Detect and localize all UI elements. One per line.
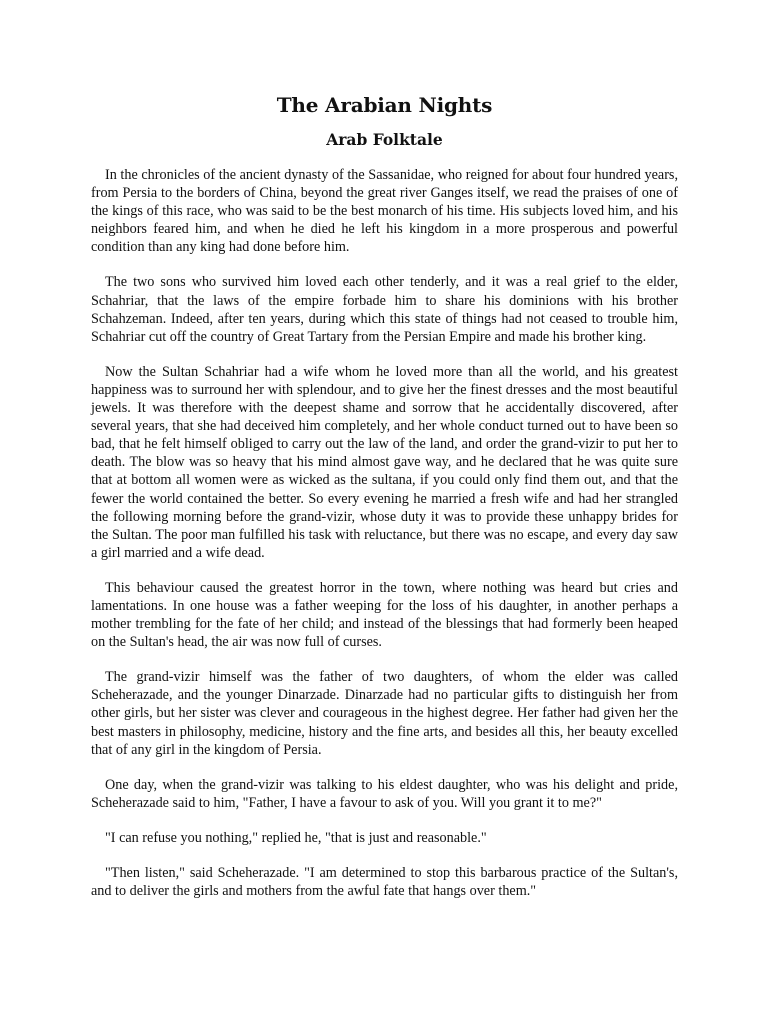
paragraph: Now the Sultan Schahriar had a wife whom he loved more than all the world, and his greatest happiness was to surround her with splendour, and to give her the finest dresses and the most beautiful jewels. It was therefore with the deepest shame and sorrow that he accidentally discovered, after several years, that she had deceived him completely, and her whole conduct turned out to have been so bad, that he felt himself obliged to carry out the law of the land, and order the grand-vizir to put her to death. The blow was so heavy that his mind almost gave way, and he declared that he was quite sure that at bottom all women were as wicked as the sultana, if you could only find them out, and that the fewer the world contained the better. So every evening he married a fresh wife and had her strangled the following morning before the grand-vizir, whose duty it was to provide these unhappy brides for the Sultan. The poor man fulfilled his task with reluctance, but there was no escape, and every day saw a girl married and a wife dead.: [91, 363, 678, 561]
paragraph: "Then listen," said Scheherazade. "I am determined to stop this barbarous practice of the Sultan's, and to deliver the girls and mothers from the awful fate that hangs over them.": [91, 865, 678, 900]
document-page: [91, 92, 678, 917]
document-title: The Arabian Nights: [276, 93, 493, 117]
document-subtitle: Arab Folktale: [326, 130, 443, 149]
document-body: [91, 166, 678, 900]
paragraph: The grand-vizir himself was the father of two daughters, of whom the elder was called Scheherazade, and the younger Dinarzade. Dinarzade had no particular gifts to distinguish her from other girls, but her sister was clever and courageous in the highest degree. Her father had given her the best masters in philosophy, medicine, history and the fine arts, and besides all this, her beauty excelled that of any girl in the kingdom of Persia.: [91, 669, 678, 758]
paragraph: This behaviour caused the greatest horror in the town, where nothing was heard but cries and lamentations. In one house was a father weeping for the loss of his daughter, in another perhaps a mother trembling for the fate of her child; and instead of the blessings that had formerly been heaped on the Sultan's head, the air was now full of curses.: [91, 579, 678, 651]
paragraph: The two sons who survived him loved each other tenderly, and it was a real grief to the elder, Schahriar, that the laws of the empire forbade him to share his dominions with his brother Schahzeman. Indeed, after ten years, during which this state of things had not ceased to trouble him, Schahriar cut off the country of Great Tartary from the Persian Empire and made his brother king.: [91, 274, 678, 345]
paragraph: One day, when the grand-vizir was talking to his eldest daughter, who was his delight and pride, Scheherazade said to him, "Father, I have a favour to ask of you. Will you grant it to me?": [91, 776, 678, 811]
paragraph: "I can refuse you nothing," replied he, "that is just and reasonable.": [105, 829, 487, 846]
paragraph: In the chronicles of the ancient dynasty of the Sassanidae, who reigned for about four hundred years, from Persia to the borders of China, beyond the great river Ganges itself, we read the praises of one of the kings of this race, who was said to be the best monarch of his time. His subjects loved him, and his neighbors feared him, and when he died he left his kingdom in a more prosperous and powerful condition than any king had done before him.: [91, 167, 678, 256]
